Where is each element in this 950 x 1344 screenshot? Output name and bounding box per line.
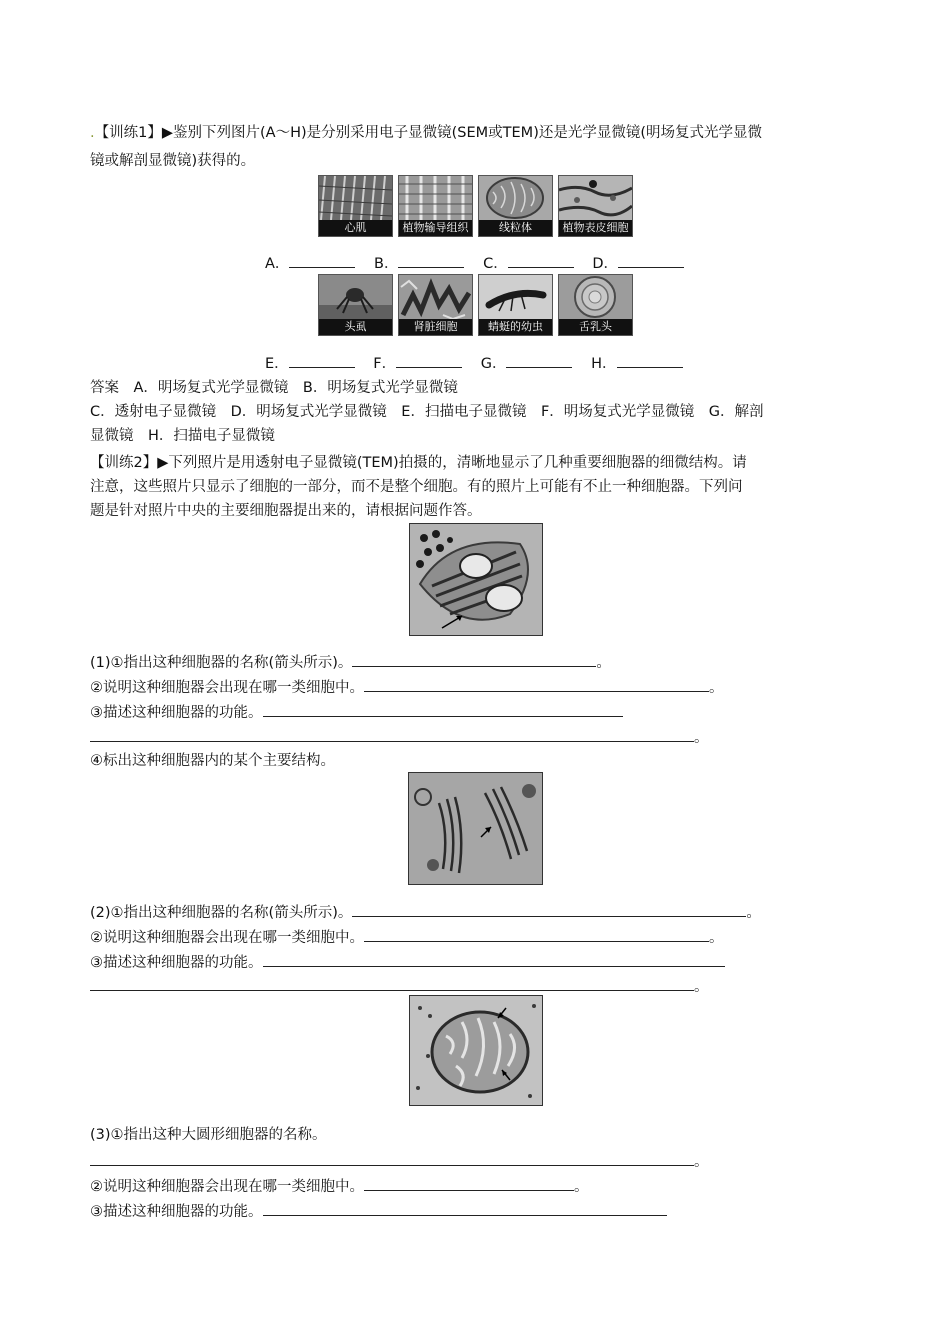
q2-blank-2[interactable]: [364, 927, 709, 942]
q1-item-2-text: ②说明这种细胞器会出现在哪一类细胞中。: [90, 680, 364, 696]
q1-item-1-text: (1)①指出这种细胞器的名称(箭头所示)。: [90, 655, 353, 671]
blank-h[interactable]: [617, 353, 683, 368]
golgi-micrograph: [409, 773, 542, 884]
ex1-answer-line-2: C．透射电子显微镜 D．明场复式光学显微镜 E．扫描电子显微镜 F．明场复式光学显微镜 G．解剖: [90, 404, 764, 420]
caption-kidney-cells: 肾脏细胞: [399, 319, 472, 335]
q1-item-4: ④标出这种细胞器内的某个主要结构。: [90, 753, 335, 769]
mitochondrion-micrograph: [410, 996, 542, 1105]
q3-item-2: [90, 1176, 589, 1197]
q2-blank-3[interactable]: [263, 952, 725, 967]
micrograph-heart-muscle: [318, 175, 393, 237]
label-h: H．: [591, 356, 617, 372]
q3-blank-3[interactable]: [263, 1201, 667, 1216]
q1-item-3-continued: [90, 727, 709, 748]
label-c: C．: [483, 256, 508, 272]
ex1-answer-blanks-row-2: [265, 353, 697, 374]
label-b: B．: [374, 256, 399, 272]
period: 。: [709, 930, 724, 946]
caption-heart-muscle: 心肌: [319, 220, 392, 236]
caption-dragonfly-larva: 蜻蜓的幼虫: [479, 319, 552, 335]
q1-item-3: [90, 702, 623, 723]
ex2-intro-line-2: 注意，这些照片只显示了细胞的一部分，而不是整个细胞。有的照片上可能有不止一种细胞器。下列问: [90, 479, 743, 495]
q2-item-3-continued: [90, 976, 709, 997]
ex1-answer-blanks-row-1: [265, 253, 698, 274]
blank-d[interactable]: [618, 253, 684, 268]
q1-item-3-text: ③描述这种细胞器的功能。: [90, 705, 263, 721]
q3-item-1: (3)①指出这种大圆形细胞器的名称。: [90, 1127, 327, 1143]
q3-item-3-text: ③描述这种细胞器的功能。: [90, 1204, 263, 1220]
micrograph-plant-vascular: [398, 175, 473, 237]
blank-a[interactable]: [289, 253, 355, 268]
tem-image-mitochondrion: [409, 995, 543, 1106]
tem-image-golgi: [408, 772, 543, 885]
q2-item-2: [90, 927, 724, 948]
ex1-heading: 【训练1】: [94, 125, 162, 141]
q3-blank-2[interactable]: [364, 1176, 574, 1191]
q2-blank-3b[interactable]: [90, 976, 694, 991]
caption-head-louse: 头虱: [319, 319, 392, 335]
q2-item-1: [90, 902, 761, 923]
blank-b[interactable]: [398, 253, 464, 268]
blank-f[interactable]: [396, 353, 462, 368]
label-a: A．: [265, 256, 290, 272]
period: 。: [694, 730, 709, 746]
blank-c[interactable]: [508, 253, 574, 268]
caption-plant-vascular: 植物输导组织: [399, 220, 472, 236]
ex2-intro-line-1: 【训练2】▶下列照片是用透射电子显微镜(TEM)拍摄的，清晰地显示了几种重要细胞器的细微结构。请: [90, 455, 747, 471]
ex2-intro-line-3: 题是针对照片中央的主要细胞器提出来的，请根据问题作答。: [90, 503, 482, 519]
chloroplast-micrograph: [410, 524, 542, 635]
q2-item-2-text: ②说明这种细胞器会出现在哪一类细胞中。: [90, 930, 364, 946]
q1-blank-1[interactable]: [352, 652, 596, 667]
label-e: E．: [265, 356, 289, 372]
label-d: D．: [592, 256, 618, 272]
q1-blank-3b[interactable]: [90, 727, 694, 742]
period: 。: [746, 905, 761, 921]
q2-item-3: [90, 952, 725, 973]
micrograph-mitochondrion: [478, 175, 553, 237]
caption-tongue-papilla: 舌乳头: [559, 319, 632, 335]
caption-mitochondrion: 线粒体: [479, 220, 552, 236]
label-f: F．: [373, 356, 397, 372]
micrograph-kidney-cells: [398, 274, 473, 336]
q3-item-1-answer: [90, 1151, 709, 1172]
bullet-dot: .: [90, 125, 95, 141]
period: 。: [694, 1154, 709, 1170]
micrograph-dragonfly-larva: [478, 274, 553, 336]
q1-item-1: [90, 652, 611, 673]
q3-item-3: [90, 1201, 667, 1222]
q1-item-2: [90, 677, 724, 698]
q1-blank-3[interactable]: [263, 702, 623, 717]
caption-plant-epidermis: 植物表皮细胞: [559, 220, 632, 236]
q3-blank-1[interactable]: [90, 1151, 694, 1166]
q2-blank-1[interactable]: [352, 902, 746, 917]
period: 。: [574, 1179, 589, 1195]
micrograph-tongue-papilla: [558, 274, 633, 336]
period: 。: [694, 979, 709, 995]
micrograph-head-louse: [318, 274, 393, 336]
q2-item-1-text: (2)①指出这种细胞器的名称(箭头所示)。: [90, 905, 353, 921]
label-g: G．: [480, 356, 507, 372]
ex1-answer-line-1: 答案 A．明场复式光学显微镜 B．明场复式光学显微镜: [90, 380, 458, 396]
ex1-answer-line-3: 显微镜 H．扫描电子显微镜: [90, 428, 275, 444]
ex1-prompt-a: ▶鉴别下列图片(A～H)是分别采用电子显微镜(SEM或TEM)还是光学显微镜(明场复式光学显微: [161, 125, 763, 141]
ex1-prompt-line-1: [90, 123, 762, 143]
ex1-prompt-b: 镜或解剖显微镜)获得的。: [90, 153, 256, 169]
period: 。: [709, 680, 724, 696]
blank-e[interactable]: [289, 353, 355, 368]
blank-g[interactable]: [506, 353, 572, 368]
tem-image-chloroplast: [409, 523, 543, 636]
q3-item-2-text: ②说明这种细胞器会出现在哪一类细胞中。: [90, 1179, 364, 1195]
period: 。: [596, 655, 611, 671]
micrograph-plant-epidermis: [558, 175, 633, 237]
q2-item-3-text: ③描述这种细胞器的功能。: [90, 955, 263, 971]
q1-blank-2[interactable]: [364, 677, 709, 692]
